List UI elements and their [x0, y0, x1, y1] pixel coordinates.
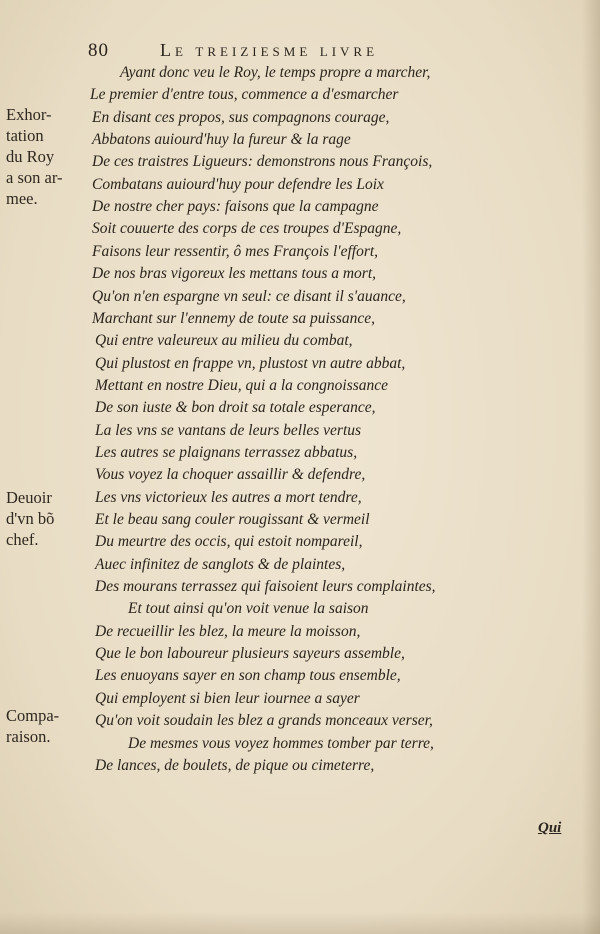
- verse-line: Abbatons auiourd'huy la fureur & la rage: [92, 131, 351, 149]
- verse-line: Auec infinitez de sanglots & de plaintes,: [95, 555, 346, 573]
- verse-line: Du meurtre des occis, qui estoit nompareil,: [95, 533, 363, 551]
- verse-line: De nostre cher pays: faisons que la campagne: [92, 198, 379, 216]
- margin-note-devoir: Deuoir d'vn bõ chef.: [6, 488, 55, 549]
- verse-line: Et le beau sang couler rougissant & vermeil: [95, 511, 370, 528]
- verse-line: De son iuste & bon droit sa totale esperance,: [95, 399, 376, 417]
- page-number: 80: [88, 40, 109, 61]
- verse-line: Faisons leur ressentir, ô mes François l'effort,: [92, 242, 379, 260]
- verse-line: Qu'on n'en espargne vn seul: ce disant il s'auance,: [92, 287, 406, 305]
- verse-line: Le premier d'entre tous, commence a d'esmarcher: [90, 86, 399, 104]
- verse-line: Combatans auiourd'huy pour defendre les Loix: [92, 175, 384, 193]
- verse-line: Qu'on voit soudain les blez a grands monceaux verser,: [95, 712, 433, 730]
- running-head: Le treiziesme livre: [160, 40, 379, 60]
- verse-line: Soit couuerte des corps de ces troupes d'Espagne,: [92, 220, 402, 238]
- verse-line: Qui entre valeureux au milieu du combat,: [95, 332, 353, 350]
- margin-note-exhortation: Exhor- tation du Roy a son ar- mee.: [6, 105, 63, 208]
- verse-line: Marchant sur l'ennemy de toute sa puissance,: [92, 309, 375, 327]
- verse-line: De lances, de boulets, de pique ou cimeterre,: [95, 756, 375, 774]
- verse-line: Qui employent si bien leur iournee a sayer: [95, 689, 360, 707]
- verse-line: De nos bras vigoreux les mettans tous a mort,: [92, 265, 377, 283]
- verse-line: Vous voyez la choquer assaillir & defendre,: [95, 466, 366, 484]
- verse-line: En disant ces propos, sus compagnons courage,: [92, 108, 390, 126]
- verse-line: Les vns victorieux les autres a mort tendre,: [95, 488, 362, 506]
- page-edge-shadow: [582, 0, 600, 934]
- catchword: Qui: [538, 820, 562, 836]
- verse-line: Et tout ainsi qu'on voit venue la saison: [128, 600, 369, 618]
- verse-line: La les vns se vantans de leurs belles vertus: [95, 421, 362, 439]
- verse-line: Les enuoyans sayer en son champ tous ensemble,: [95, 667, 401, 685]
- verse-line: Qui plustost en frappe vn, plustost vn autre abbat,: [95, 354, 406, 372]
- verse-line: Mettant en nostre Dieu, qui a la congnoissance: [95, 376, 389, 394]
- verse-line: Que le bon laboureur plusieurs sayeurs assemble,: [95, 645, 405, 663]
- verse-line: De recueillir les blez, la meure la moisson,: [95, 622, 361, 640]
- page-bottom-edge: [0, 912, 600, 934]
- verse-line: De ces traistres Ligueurs: demonstrons nous François,: [92, 153, 433, 171]
- verse-line: Les autres se plaignans terrassez abbatus,: [95, 443, 358, 461]
- verse-line: Ayant donc veu le Roy, le temps propre a marcher,: [120, 64, 431, 81]
- verse-line: Des mourans terrassez qui faisoient leurs complaintes,: [95, 578, 436, 596]
- margin-note-comparaison: Compa- raison.: [6, 706, 60, 746]
- verse-line: De mesmes vous voyez hommes tomber par terre,: [128, 734, 434, 752]
